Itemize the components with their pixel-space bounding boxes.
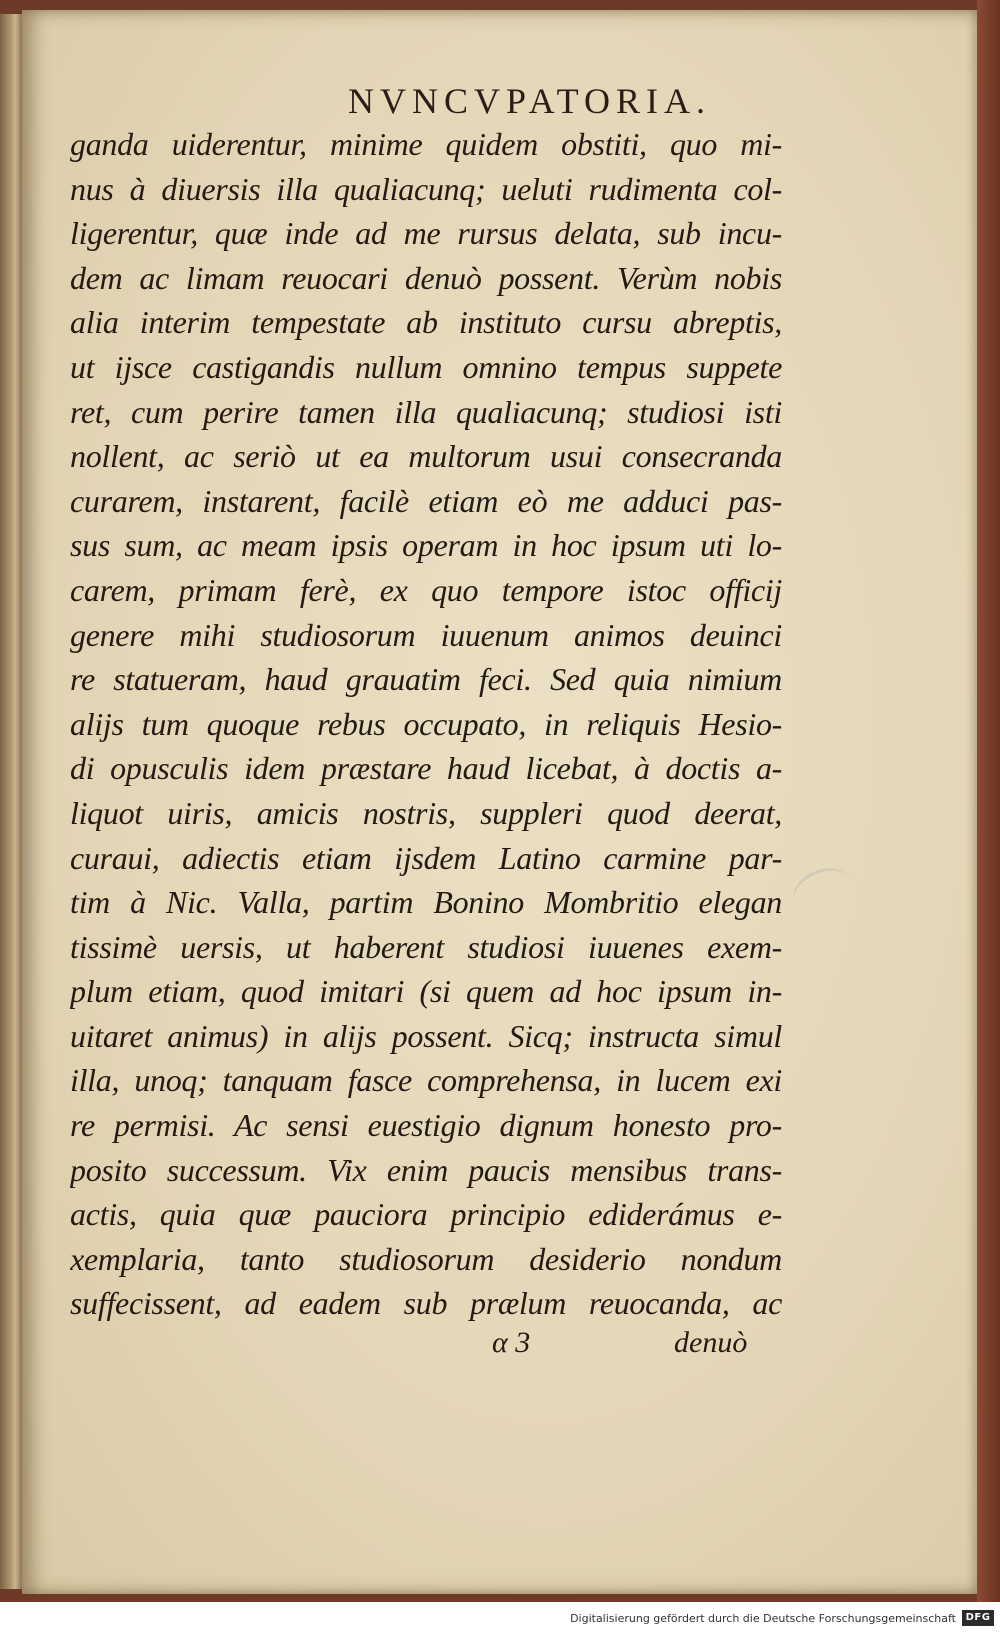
text-line: xemplaria, tanto studiosorum desiderio nondum <box>70 1240 782 1277</box>
text-line: posito successum. Vix enim paucis mensibus trans- <box>70 1151 782 1188</box>
text-line: tissimè uersis, ut haberent studiosi iuuenes exem- <box>70 928 782 965</box>
signature-mark: α 3 <box>492 1326 531 1359</box>
body-text <box>70 122 782 1326</box>
text-line: suffecissent, ad eadem sub prælum reuocanda, ac <box>70 1285 782 1322</box>
text-line: genere mihi studiosorum iuuenum animos deuinci <box>70 616 782 653</box>
text-line: di opusculis idem præstare haud licebat, à doctis a- <box>70 750 782 787</box>
page-footer <box>22 1326 977 1366</box>
text-line: re permisi. Ac sensi euestigio dignum honesto pro- <box>70 1107 782 1144</box>
digitization-banner <box>0 1602 1000 1638</box>
text-line: re statueram, haud grauatim feci. Sed quia nimium <box>70 661 782 698</box>
text-line: ganda uiderentur, minime quidem obstiti, quo mi- <box>70 126 782 162</box>
page-paper <box>22 10 977 1594</box>
facing-page-edge <box>0 14 23 1589</box>
text-line: curarem, instarent, facilè etiam eò me adduci pas- <box>70 482 782 519</box>
text-line: sus sum, ac meam ipsis operam in hoc ipsum uti lo- <box>70 527 782 564</box>
book-cover-edge <box>977 0 1000 1602</box>
text-line: nus à diuersis illa qualiacunq; ueluti rudimenta col- <box>70 170 782 207</box>
text-line: ligerentur, quæ inde ad me rursus delata, sub incu- <box>70 215 782 252</box>
text-line: uitaret animus) in alijs possent. Sicq; instructa simul <box>70 1017 782 1054</box>
text-line: carem, primam ferè, ex quo tempore istoc officij <box>70 571 782 608</box>
text-line: illa, unoq; tanquam fasce comprehensa, in lucem exi <box>70 1062 782 1099</box>
text-line: curaui, adiectis etiam ijsdem Latino carmine par- <box>70 839 782 876</box>
running-title: NVNCVPATORIA. <box>347 81 712 121</box>
text-line: actis, quia quæ pauciora principio ediderámus e- <box>70 1196 782 1233</box>
text-line: nollent, ac seriò ut ea multorum usui consecranda <box>70 438 782 475</box>
text-line: alia interim tempestate ab instituto cursu abreptis, <box>70 304 782 341</box>
text-line: dem ac limam reuocari denuò possent. Verùm nobis <box>70 259 782 296</box>
dfg-logo: DFG <box>962 1610 994 1626</box>
text-line: plum etiam, quod imitari (si quem ad hoc ipsum in- <box>70 973 782 1010</box>
catchword: denuò <box>674 1326 748 1359</box>
funding-notice: Digitalisierung gefördert durch die Deutsche Forschungsgemeinschaft <box>570 1612 956 1625</box>
text-line: ut ijsce castigandis nullum omnino tempus suppete <box>70 348 782 385</box>
text-line: alijs tum quoque rebus occupato, in reliquis Hesio- <box>70 705 782 742</box>
text-line: liquot uiris, amicis nostris, suppleri quod deerat, <box>70 794 782 831</box>
text-line: tim à Nic. Valla, partim Bonino Mombritio elegan <box>70 884 782 921</box>
text-line: ret, cum perire tamen illa qualiacunq; studiosi isti <box>70 393 782 430</box>
paper-smudge <box>786 859 859 923</box>
